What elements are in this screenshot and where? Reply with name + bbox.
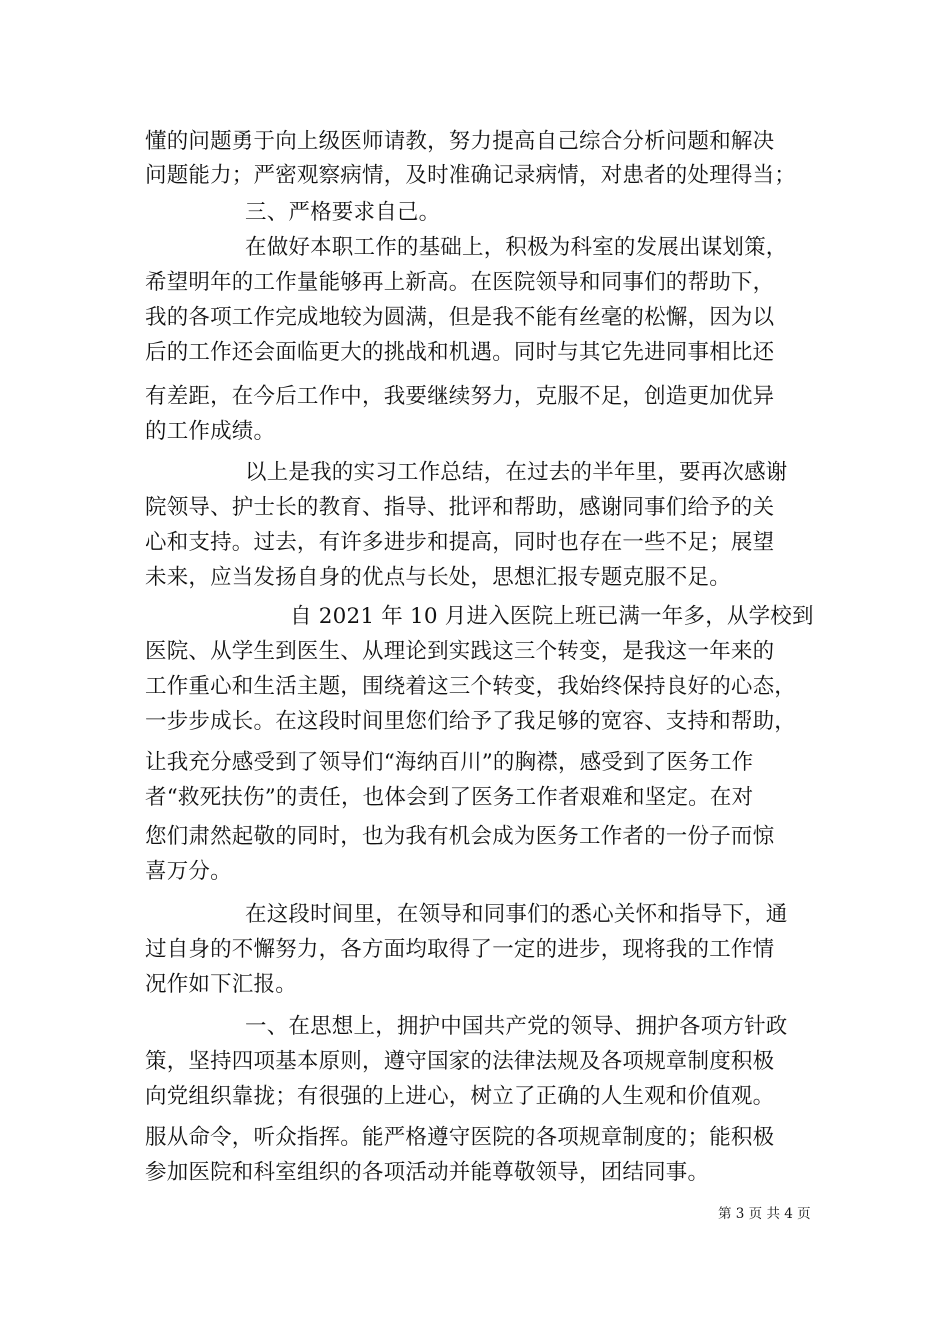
body-text-line: 心和支持。过去，有许多进步和提高，同时也存在一些不足；展望 <box>145 530 775 555</box>
section-heading: 三、严格要求自己。 <box>245 200 441 225</box>
body-text-line: 未来，应当发扬自身的优点与长处，思想汇报专题克服不足。 <box>145 565 731 590</box>
body-text-line: 策，坚持四项基本原则，遵守国家的法律法规及各项规章制度积极 <box>145 1049 775 1074</box>
body-text-line: 工作重心和生活主题，围绕着这三个转变，我始终保持良好的心态， <box>145 674 797 699</box>
body-text-line: 过自身的不懈努力，各方面均取得了一定的进步，现将我的工作情 <box>145 937 775 962</box>
body-text-line: 您们肃然起敬的同时，也为我有机会成为医务工作者的一份子而惊 <box>145 824 775 849</box>
paragraph-first-line: 一、在思想上，拥护中国共产党的领导、拥护各项方针政 <box>245 1014 788 1039</box>
body-text-line: 向党组织靠拢；有很强的上进心，树立了正确的人生观和价值观。 <box>145 1084 775 1109</box>
body-text-line: 希望明年的工作量能够再上新高。在医院领导和同事们的帮助下， <box>145 270 775 295</box>
body-text-line: 服从命令，听众指挥。能严格遵守医院的各项规章制度的；能积极 <box>145 1125 775 1150</box>
body-text-line: 院领导、护士长的教育、指导、批评和帮助，感谢同事们给予的关 <box>145 495 775 520</box>
body-text-line: 者“救死扶伤”的责任，也体会到了医务工作者艰难和坚定。在对 <box>145 785 754 810</box>
body-text-line: 喜万分。 <box>145 859 232 884</box>
body-text-line: 后的工作还会面临更大的挑战和机遇。同时与其它先进同事相比还 <box>145 340 775 365</box>
body-text-line: 的工作成绩。 <box>145 419 276 444</box>
body-text-line: 医院、从学生到医生、从理论到实践这三个转变，是我这一年来的 <box>145 639 775 664</box>
paragraph-first-line: 自 2021 年 10 月进入医院上班已满一年多，从学校到 <box>290 604 814 629</box>
body-text-line: 我的各项工作完成地较为圆满，但是我不能有丝毫的松懈，因为以 <box>145 305 775 330</box>
page-number-footer: 第 3 页 共 4 页 <box>718 1206 811 1222</box>
body-text-line: 况作如下汇报。 <box>145 972 297 997</box>
body-text-line: 让我充分感受到了领导们“海纳百川”的胸襟，感受到了医务工作 <box>145 750 754 775</box>
paragraph-first-line: 在做好本职工作的基础上，积极为科室的发展出谋划策， <box>245 235 788 260</box>
paragraph-first-line: 在这段时间里，在领导和同事们的悉心关怀和指导下，通 <box>245 902 788 927</box>
body-text-line: 懂的问题勇于向上级医师请教，努力提高自己综合分析问题和解决 <box>145 129 775 154</box>
body-text-line: 问题能力；严密观察病情，及时准确记录病情，对患者的处理得当； <box>145 163 797 188</box>
body-text-line: 参加医院和科室组织的各项活动并能尊敬领导，团结同事。 <box>145 1160 710 1185</box>
paragraph-first-line: 以上是我的实习工作总结，在过去的半年里，要再次感谢 <box>245 460 788 485</box>
body-text-line: 一步步成长。在这段时间里您们给予了我足够的宽容、支持和帮助， <box>145 709 797 734</box>
body-text-line: 有差距，在今后工作中，我要继续努力，克服不足，创造更加优异 <box>145 384 775 409</box>
